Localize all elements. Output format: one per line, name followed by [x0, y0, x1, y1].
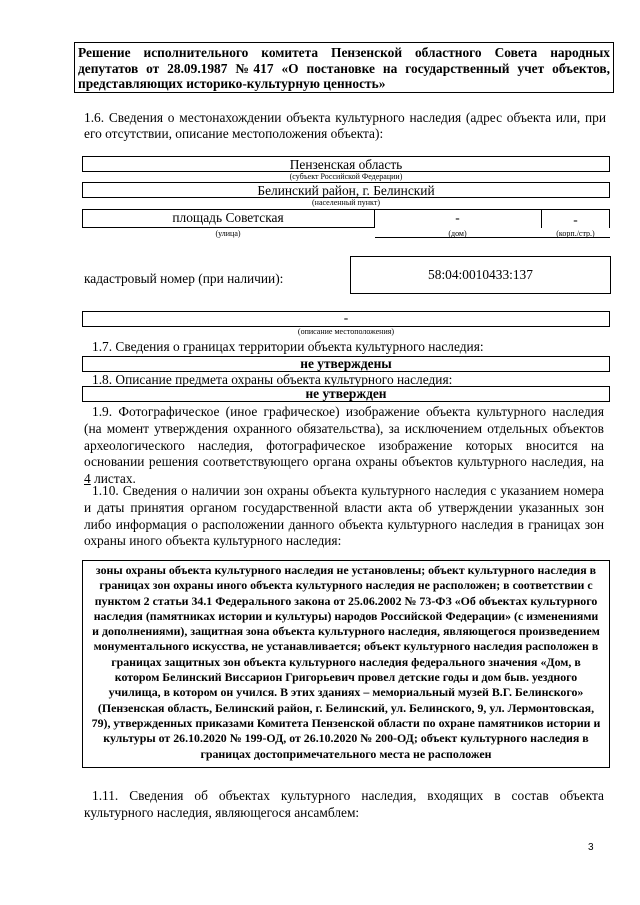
address-region-box: [82, 156, 610, 172]
location-box: [82, 311, 610, 327]
section-1-9-text: [84, 404, 604, 488]
region-label: (субъект Российской Федерации): [289, 172, 403, 181]
house-value: -: [455, 210, 460, 225]
corp-value: -: [573, 212, 578, 227]
zones-value: зоны охраны объекта культурного наследия не установлены; объект культурного наследия в границах зон охраны иного объекта культурного наследия не расположен; в соответствии с пунктом 2 статьи 34.1 Федерального закона от 25.06.2002 № 73-ФЗ «Об объектах культурного наследия (памятниках истории и культуры) народов Российской Федерации» (с изменениями и дополнениями), защитная зона объекта культурного наследия, являющегося произведением монументального искусства, не устанавливается; объект культурного наследия расположен в границах защитных зон объекта культурного наследия федерального значения «Дом, в котором Белинский Виссарион Григорьевич провел детские годы и дом быв. уездного училища, в котором он учился. В этих зданиях – мемориальный музей В.Г. Белинского» (Пензенская область, Белинский район, г. Белинский, ул. Белинского, 9, ул. Лермонтовская, 79), утвержденных приказами Комитета Пензенской области по охране памятников истории и культуры от 26.10.2020 № 199-ОД, от 26.10.2020 № 200-ОД; объект культурного наследия в границах достопримечательного места не расположен: [91, 563, 601, 761]
cadastral-box: [350, 256, 611, 294]
borders-value: не утверждены: [300, 356, 392, 371]
street-divider: [82, 227, 374, 228]
zones-value-box: [82, 560, 610, 768]
address-settlement-box: [82, 182, 610, 198]
region-value: Пензенская область: [289, 157, 403, 172]
section-1-10-text: 1.10. Сведения о наличии зон охраны объекта культурного наследия с указанием номера и даты принятия органом государственной власти акта об утверждении указанных зон либо информация о расположении данного объекта культурного наследия в границах зон охраны иного объекта культурного наследия:: [84, 483, 604, 549]
section-1-11-text: 1.11. Сведения об объектах культурного наследия, входящих в состав объекта культурного наследия, являющегося ансамблем:: [84, 788, 604, 820]
header-text: Решение исполнительного комитета Пензенской областного Совета народных депутатов от 28.09.1987 №417 «О постановке на государственный учет объектов, представляющих историко-культурную ценность»: [78, 45, 610, 91]
sheets-suffix: листах.: [94, 471, 136, 487]
sheets-count: 4: [84, 471, 91, 487]
settlement-label: (населенный пункт): [312, 198, 380, 207]
borders-value-box: [82, 356, 610, 372]
cadastral-label: кадастровый номер (при наличии):: [84, 271, 284, 286]
section-1-8-text: 1.8. Описание предмета охраны объекта культурного наследия:: [92, 372, 453, 387]
section-1-6-text: 1.6. Сведения о местонахождении объекта культурного наследия (адрес объекта или, при его отсутствии, описание местоположения объекта):: [84, 110, 606, 141]
location-value: -: [343, 310, 349, 325]
protection-value: не утвержден: [305, 386, 387, 401]
cadastral-value: 58:04:0010433:137: [428, 267, 533, 282]
house-label: (дом): [448, 229, 467, 238]
protection-value-box: [82, 386, 610, 402]
settlement-value: Белинский район, г. Белинский: [257, 183, 435, 198]
corp-label: (корп./стр.): [556, 229, 595, 238]
header-box: [74, 42, 614, 93]
page-number: 3: [588, 842, 594, 853]
location-label: (описание местоположения): [297, 327, 395, 336]
street-label: (улица): [215, 229, 241, 238]
street-value: площадь Советская: [172, 210, 284, 225]
section-1-7-text: 1.7. Сведения о границах территории объекта культурного наследия:: [92, 339, 484, 354]
section-1-9-main: 1.9. Фотографическое (иное графическое) изображение объекта культурного наследия (на момент утверждения охранного обязательства), за исключением отдельных объектов археологического наследия, фотографическое изображение которых вносится на основании решения соответствующего органа охраны объектов культурного наследия, на: [84, 404, 604, 470]
